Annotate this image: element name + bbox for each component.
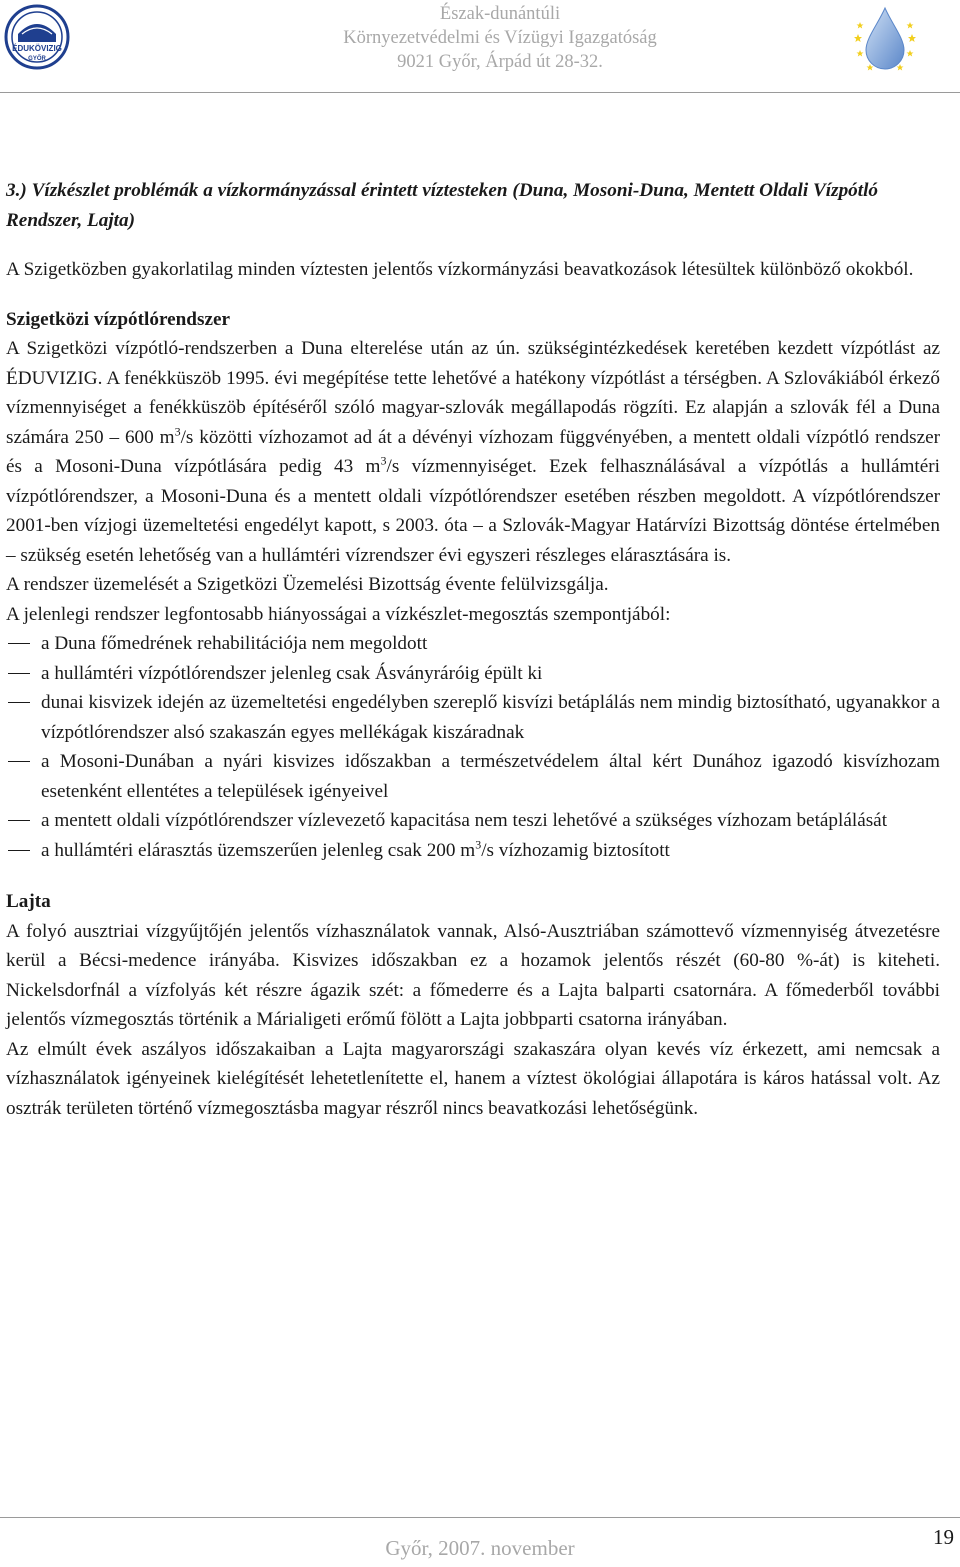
header-divider: [0, 92, 960, 93]
logo-left-text: ÉDUKÖVIZIG: [12, 44, 62, 53]
document-body: [6, 176, 940, 1123]
footer-divider: [0, 1517, 960, 1518]
list-item: a Mosoni-Dunában a nyári kisvizes időszakban a természetvédelem által kért Dunához igazodó kisvízhozam esetenként ellentétes a települések igényeivel: [6, 747, 940, 806]
page-number: 19: [933, 1525, 954, 1549]
header-line-2: Környezetvédelmi és Vízügyi Igazgatóság: [343, 28, 657, 48]
header-line-3: 9021 Győr, Árpád út 28-32.: [397, 52, 603, 72]
water-drop-stars-logo: [852, 4, 918, 74]
szigetkoz-paragraph: A Szigetközi vízpótló-rendszerben a Duna elterelése után az ún. szükségintézkedések keretében kezdett vízpótlást az ÉDUVIZIG. A fenékküszöb 1995. évi megépítése tette lehetővé a hatékony vízpótlást a térségben. A Szlovákiából érkező vízmennyiséget a fenékküszöb építéséről szóló magyar-szlovák megállapodás rögzíti. Ez alapján a szlovák fél a Duna számára 250 – 600 $m^3/s$ közötti vízhozamot ad át a dévényi vízhozam függvényében, a mentett oldali vízpótló rendszer és a Mosoni-Duna vízpótlására pedig 43 $m^3/s$ vízmennyiséget. Ezek felhasználásával a vízpótlás a hullámtéri vízpótlórendszer, a Mosoni-Duna és a mentett oldali vízpótlórendszer esetében részben megoldott. A vízpótlórendszer 2001-ben vízjogi üzemeltetési engedélyt kapott, s 2003. óta – a Szlovák-Magyar Határvízi Bizottság döntése értelmében – szükség esetén lehetőség van a hullámtéri vízrendszer évi egyszeri részleges elárasztására is.: [6, 338, 940, 566]
lajta-paragraph-1: A folyó ausztriai vízgyűjtőjén jelentős vízhasználatok vannak, Alsó-Ausztriában számottevő vízmennyiség átvezetésre kerül a Bécsi-medence irányába. Kisvizes időszakban ez a hozamok jelentős részét (60-80 %-át) is kiteheti. Nickelsdorfnál a vízfolyás két részre ágazik szét: a főmederre és a Lajta balparti csatornára. A főmederből további jelentős vízmegosztás történik a Márialigeti erőmű fölött a Lajta jobbparti csatorna irányában.: [6, 920, 940, 1030]
list-item: a hullámtéri elárasztás üzemszerűen jelenleg csak 200 $m^3/s$ vízhozamig biztosított: [6, 836, 940, 866]
footer-place-date: Győr, 2007. november: [385, 1536, 575, 1560]
page-header: [0, 0, 960, 96]
szigetkoz-heading: Szigetközi vízpótlórendszer: [6, 308, 230, 330]
eduvizig-logo: [4, 4, 70, 70]
list-item: a hullámtéri vízpótlórendszer jelenleg csak Ásványráróig épült ki: [6, 659, 940, 689]
list-item: a mentett oldali vízpótlórendszer vízlevezető kapacitása nem teszi lehetővé a szükséges vízhozam betáplálását: [6, 806, 940, 836]
logo-left-subtext: GYŐR: [28, 56, 46, 62]
header-line-1: Észak-dunántúli: [439, 4, 561, 24]
deficiencies-intro: A jelenlegi rendszer legfontosabb hiányosságai a vízkészlet-megosztás szempontjából:: [6, 603, 671, 625]
header-address-block: [250, 2, 750, 74]
section-heading: 3.) Vízkészlet problémák a vízkormányzással érintett víztesteken (Duna, Mosoni-Duna, Mentett Oldali Vízpótló Rendszer, Lajta): [6, 180, 879, 231]
lajta-paragraph-2: Az elmúlt évek aszályos időszakaiban a Lajta magyarországi szakaszára olyan kevés víz érkezett, ami nemcsak a vízhasználatok igényeinek kielégítését lehetetlenítette el, hanem a víztest ökológiai állapotára is káros hatással volt. Az osztrák területen történő vízmegosztásba magyar részről nincs beavatkozási lehetőségünk.: [6, 1038, 940, 1119]
deficiency-list: [6, 629, 940, 865]
szigetkoz-review-paragraph: A rendszer üzemelését a Szigetközi Üzemelési Bizottság évente felülvizsgálja.: [6, 574, 609, 595]
lajta-heading: Lajta: [6, 891, 51, 912]
list-item: a Duna főmedrének rehabilitációja nem megoldott: [6, 629, 940, 659]
section-intro: A Szigetközben gyakorlatilag minden víztesten jelentős vízkormányzási beavatkozások létesültek különböző okokból.: [6, 259, 914, 280]
list-item: dunai kisvizek idején az üzemeltetési engedélyben szereplő kisvízi betáplálás nem mindig biztosítható, ugyanakkor a vízpótlórendszer alsó szakaszán egyes mellékágak kiszáradnak: [6, 688, 940, 747]
